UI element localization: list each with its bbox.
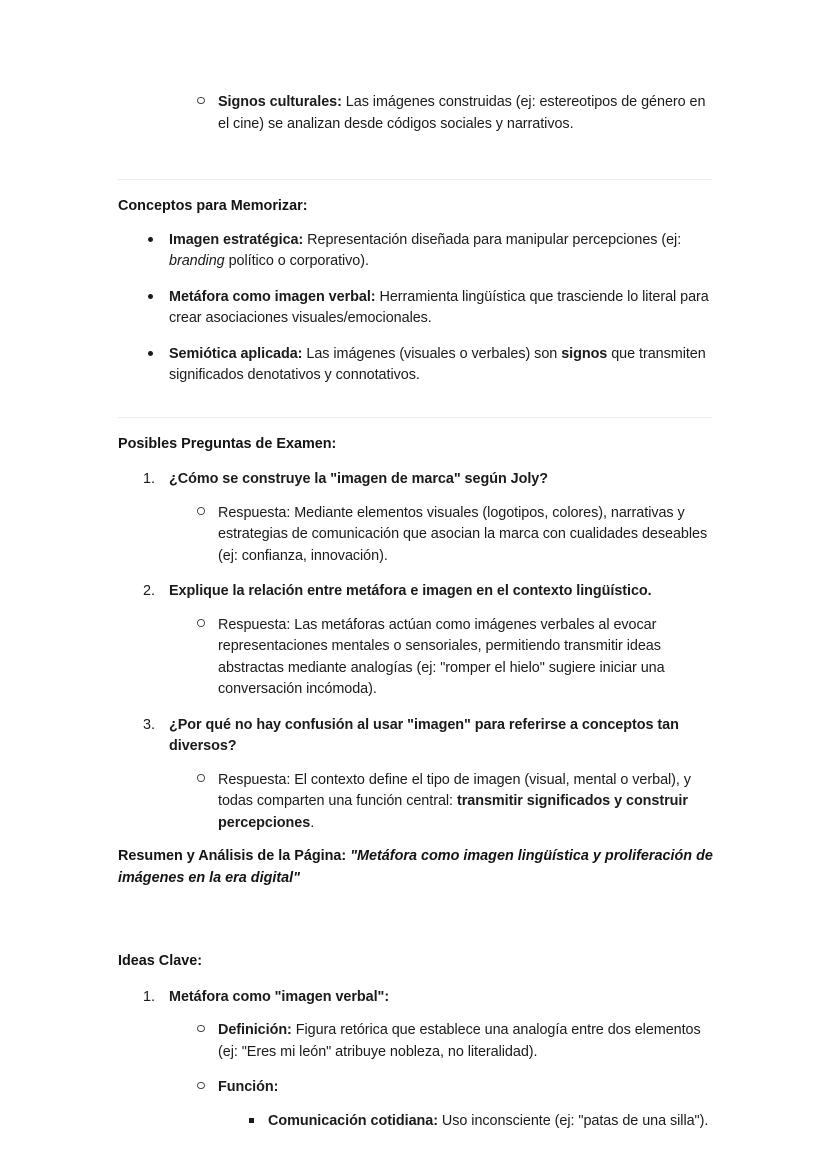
spacer bbox=[118, 701, 718, 715]
respuesta-list bbox=[118, 503, 718, 568]
spacer bbox=[118, 603, 718, 615]
list-item bbox=[118, 770, 718, 835]
idea-clave-sublist bbox=[118, 1020, 718, 1132]
disc-bullet-icon bbox=[147, 344, 173, 366]
idea-clave-title: Metáfora como "imagen verbal": bbox=[169, 988, 390, 1005]
list-item bbox=[118, 344, 718, 387]
spacer bbox=[118, 1008, 718, 1020]
resumen-label: Resumen y Análisis de la Página: bbox=[118, 848, 347, 864]
pregunta-text: Explique la relación entre metáfora e imagen en el contexto lingüístico. bbox=[169, 583, 652, 599]
funcion-subitem-lead: Comunicación cotidiana: bbox=[268, 1112, 438, 1129]
ideas-clave-heading: Ideas Clave: bbox=[118, 953, 202, 969]
spacer bbox=[118, 387, 718, 417]
spacer bbox=[118, 933, 718, 951]
list-item bbox=[118, 1077, 718, 1099]
signos-culturales-lead: Signos culturales: bbox=[218, 94, 342, 110]
concepto-item-text bbox=[169, 287, 718, 330]
list-number: 2. bbox=[143, 583, 156, 599]
pregunta-text: ¿Por qué no hay confusión al usar "imagen" para referirse a conceptos tan diversos? bbox=[169, 716, 679, 754]
respuesta-text bbox=[218, 770, 718, 835]
funcion-lead: Función: bbox=[218, 1079, 279, 1095]
list-item bbox=[118, 469, 718, 491]
definicion-rest: Figura retórica que establece una analogía entre dos elementos (ej: "Eres mi león" atribuye nobleza, no literalidad). bbox=[218, 1022, 701, 1060]
respuesta-post: . bbox=[310, 814, 315, 831]
definicion-lead: Definición: bbox=[218, 1022, 292, 1038]
spacer bbox=[118, 1099, 718, 1111]
list-number: 3. bbox=[143, 716, 156, 733]
spacer bbox=[118, 218, 718, 230]
conceptos-heading: Conceptos para Memorizar: bbox=[118, 198, 308, 214]
list-item bbox=[118, 230, 718, 273]
list-item bbox=[118, 987, 718, 1009]
respuesta-text: Respuesta: Las metáforas actúan como imágenes verbales al evocar representaciones mentales o sensoriales, permitiendo transmitir ideas abstractas mediante analogías (ej: "romper el hielo" sugiere iniciar una conversación incómoda). bbox=[218, 616, 665, 697]
square-bullet-icon bbox=[248, 1111, 274, 1133]
list-item bbox=[118, 615, 718, 701]
ideas-clave-list bbox=[118, 987, 718, 1133]
resumen-title: "Metáfora como imagen lingüística y proliferación de imágenes en la era digital" bbox=[118, 848, 713, 886]
circle-bullet-icon bbox=[196, 770, 222, 792]
disc-bullet-icon bbox=[147, 287, 173, 309]
respuesta-pre: Respuesta: El contexto define el tipo de imagen (visual, mental o verbal), y todas comparten una función central: bbox=[218, 771, 691, 809]
list-item bbox=[118, 1111, 718, 1133]
circle-bullet-icon bbox=[196, 1077, 222, 1099]
list-number: 1. bbox=[143, 471, 156, 487]
spacer bbox=[118, 135, 718, 179]
signos-culturales-text bbox=[218, 92, 718, 135]
preguntas-list bbox=[118, 469, 718, 834]
concepto-item-text bbox=[169, 230, 718, 273]
resumen-heading bbox=[118, 846, 718, 889]
concepto-mid: Herramienta lingüística que trasciende lo literal para crear asociaciones visuales/emocionales. bbox=[169, 288, 709, 326]
funcion-subitem-text bbox=[268, 1111, 718, 1133]
concepto-lead: Imagen estratégica: bbox=[169, 231, 304, 248]
definicion-text bbox=[218, 1020, 718, 1063]
conceptos-list bbox=[118, 230, 718, 387]
concepto-tail: político o corporativo). bbox=[224, 253, 369, 269]
concepto-mid: Las imágenes (visuales o verbales) son bbox=[302, 345, 562, 362]
list-item bbox=[118, 715, 718, 758]
list-item bbox=[118, 1020, 718, 1063]
respuesta-bold: transmitir significados y construir percepciones bbox=[218, 793, 688, 831]
signos-culturales-list bbox=[118, 92, 718, 135]
concepto-bold-inline: signos bbox=[561, 345, 608, 362]
list-item bbox=[118, 92, 718, 135]
respuesta-list bbox=[118, 615, 718, 701]
spacer bbox=[118, 567, 718, 581]
circle-bullet-icon bbox=[196, 503, 222, 525]
concepto-item-text bbox=[169, 344, 718, 387]
concepto-lead: Semiótica aplicada: bbox=[169, 345, 303, 362]
pregunta-text: ¿Cómo se construye la "imagen de marca" según Joly? bbox=[169, 471, 548, 487]
list-item bbox=[118, 287, 718, 330]
spacer bbox=[118, 973, 718, 987]
list-item bbox=[118, 581, 718, 603]
list-item bbox=[118, 503, 718, 568]
circle-bullet-icon bbox=[196, 1020, 222, 1042]
spacer bbox=[118, 455, 718, 469]
respuesta-list bbox=[118, 770, 718, 835]
spacer bbox=[118, 834, 718, 846]
spacer bbox=[118, 758, 718, 770]
funcion-sublist bbox=[118, 1111, 718, 1133]
funcion-text bbox=[218, 1077, 718, 1099]
concepto-tail: que transmiten significados denotativos y connotativos. bbox=[169, 345, 706, 383]
spacer bbox=[118, 491, 718, 503]
spacer bbox=[118, 180, 718, 196]
preguntas-heading: Posibles Preguntas de Examen: bbox=[118, 435, 337, 452]
list-number: 1. bbox=[143, 988, 156, 1005]
concepto-mid: Representación diseñada para manipular percepciones (ej: bbox=[303, 231, 682, 248]
respuesta-text: Respuesta: Mediante elementos visuales (logotipos, colores), narrativas y estrategias de comunicación que asocian la marca con cualidades deseables (ej: confianza, innovación). bbox=[218, 504, 708, 564]
funcion-subitem-rest: Uso inconsciente (ej: "patas de una silla"). bbox=[437, 1112, 709, 1129]
concepto-lead: Metáfora como imagen verbal: bbox=[169, 288, 376, 305]
signos-culturales-rest: Las imágenes construidas (ej: estereotipos de género en el cine) se analizan desde códigos sociales y narrativos. bbox=[218, 94, 706, 132]
concepto-italic: branding bbox=[169, 253, 225, 269]
disc-bullet-icon bbox=[147, 230, 173, 252]
top-spacer bbox=[118, 0, 718, 92]
spacer bbox=[118, 889, 718, 933]
spacer bbox=[118, 418, 718, 434]
circle-bullet-icon bbox=[196, 92, 222, 114]
circle-bullet-icon bbox=[196, 615, 222, 637]
